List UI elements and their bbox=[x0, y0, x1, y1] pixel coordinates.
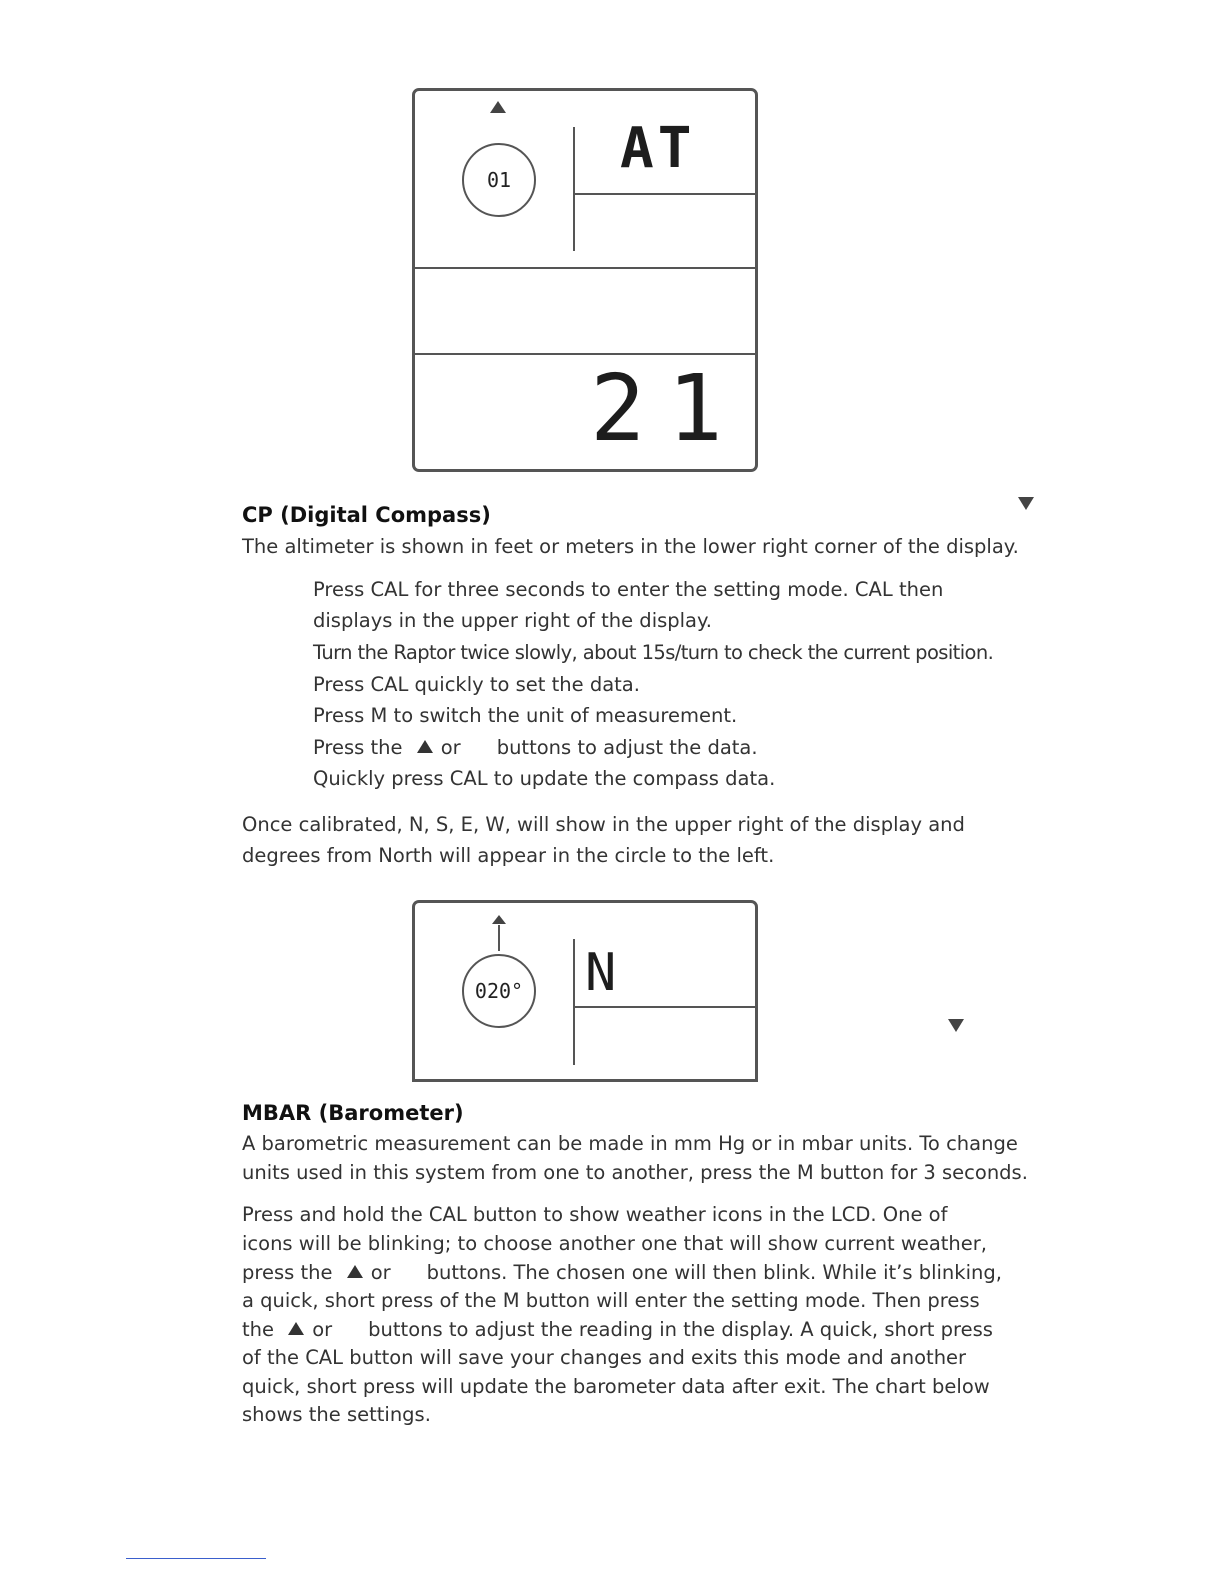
heading-value: 020° bbox=[474, 979, 524, 1003]
barometer-p2-line3 bbox=[242, 1258, 1002, 1287]
lcd-display-compass bbox=[412, 900, 758, 1082]
north-arrow-icon bbox=[492, 915, 506, 924]
lcd-circle-readout bbox=[462, 143, 536, 217]
lcd-divider-right bbox=[573, 193, 755, 195]
barometer-p2-line7: quick, short press will update the barometer data after exit. The chart below bbox=[242, 1375, 990, 1398]
lcd-display-altimeter bbox=[412, 88, 758, 472]
section-title-compass: CP (Digital Compass) bbox=[242, 503, 491, 527]
step5-pre: Press the bbox=[313, 736, 403, 759]
lcd-divider-vertical bbox=[573, 939, 575, 1065]
compass-intro: The altimeter is shown in feet or meters in the lower right corner of the display. bbox=[242, 535, 1019, 558]
barometer-p2-line6: of the CAL button will save your changes and exits this mode and another bbox=[242, 1346, 967, 1369]
up-arrow-icon bbox=[417, 740, 433, 753]
lcd-circle-heading bbox=[462, 954, 536, 1028]
compass-outro-2: degrees from North will appear in the circle to the left. bbox=[242, 844, 775, 867]
barometer-p2-line4: a quick, short press of the M button will enter the setting mode. Then press bbox=[242, 1289, 980, 1312]
compass-step-1-cont: displays in the upper right of the display. bbox=[313, 609, 712, 632]
north-arrow-icon bbox=[490, 101, 506, 113]
p2-line5-mid: or bbox=[312, 1318, 333, 1341]
footer-rule bbox=[126, 1558, 266, 1559]
barometer-p1-line2: units used in this system from one to another, press the M button for 3 seconds. bbox=[242, 1161, 1028, 1184]
lcd-divider-vertical bbox=[573, 127, 575, 251]
down-arrow-icon bbox=[1018, 497, 1034, 510]
p2-line5-pre: the bbox=[242, 1318, 275, 1341]
lcd-direction-label: N bbox=[585, 943, 621, 1003]
barometer-p1-line1: A barometric measurement can be made in mm Hg or in mbar units. To change bbox=[242, 1132, 1018, 1155]
compass-step-2: Turn the Raptor twice slowly, about 15s/turn to check the current position. bbox=[313, 641, 994, 664]
down-arrow-icon bbox=[948, 1019, 964, 1032]
step5-mid: or bbox=[440, 736, 461, 759]
p2-line3-post: buttons. The chosen one will then blink. While it’s blinking, bbox=[426, 1261, 1002, 1284]
lcd-bottom-value: 21 bbox=[590, 355, 745, 462]
compass-step-6: Quickly press CAL to update the compass data. bbox=[313, 767, 776, 790]
barometer-p2-line2: icons will be blinking; to choose another one that will show current weather, bbox=[242, 1232, 988, 1255]
barometer-p2-line5 bbox=[242, 1315, 993, 1344]
compass-outro-1: Once calibrated, N, S, E, W, will show in the upper right of the display and bbox=[242, 813, 965, 836]
step5-post: buttons to adjust the data. bbox=[496, 736, 758, 759]
barometer-p2-line8: shows the settings. bbox=[242, 1403, 431, 1426]
lcd-divider-middle bbox=[415, 267, 755, 269]
lcd-bottom-edge bbox=[412, 1079, 758, 1082]
lcd-divider-right bbox=[573, 1006, 755, 1008]
compass-step-5 bbox=[313, 736, 758, 759]
p2-line3-mid: or bbox=[370, 1261, 391, 1284]
up-arrow-icon bbox=[288, 1322, 304, 1335]
up-arrow-icon bbox=[347, 1265, 363, 1278]
section-title-barometer: MBAR (Barometer) bbox=[242, 1101, 464, 1125]
compass-step-1: Press CAL for three seconds to enter the setting mode. CAL then bbox=[313, 578, 944, 601]
compass-step-4: Press M to switch the unit of measurement. bbox=[313, 704, 738, 727]
p2-line5-post: buttons to adjust the reading in the display. A quick, short press bbox=[368, 1318, 993, 1341]
lcd-mode-label: AT bbox=[620, 116, 696, 181]
compass-step-3: Press CAL quickly to set the data. bbox=[313, 673, 640, 696]
barometer-p2-line1: Press and hold the CAL button to show weather icons in the LCD. One of bbox=[242, 1203, 948, 1226]
circle-value: 01 bbox=[486, 168, 512, 192]
north-pointer-line bbox=[498, 925, 500, 951]
p2-line3-pre: press the bbox=[242, 1261, 333, 1284]
